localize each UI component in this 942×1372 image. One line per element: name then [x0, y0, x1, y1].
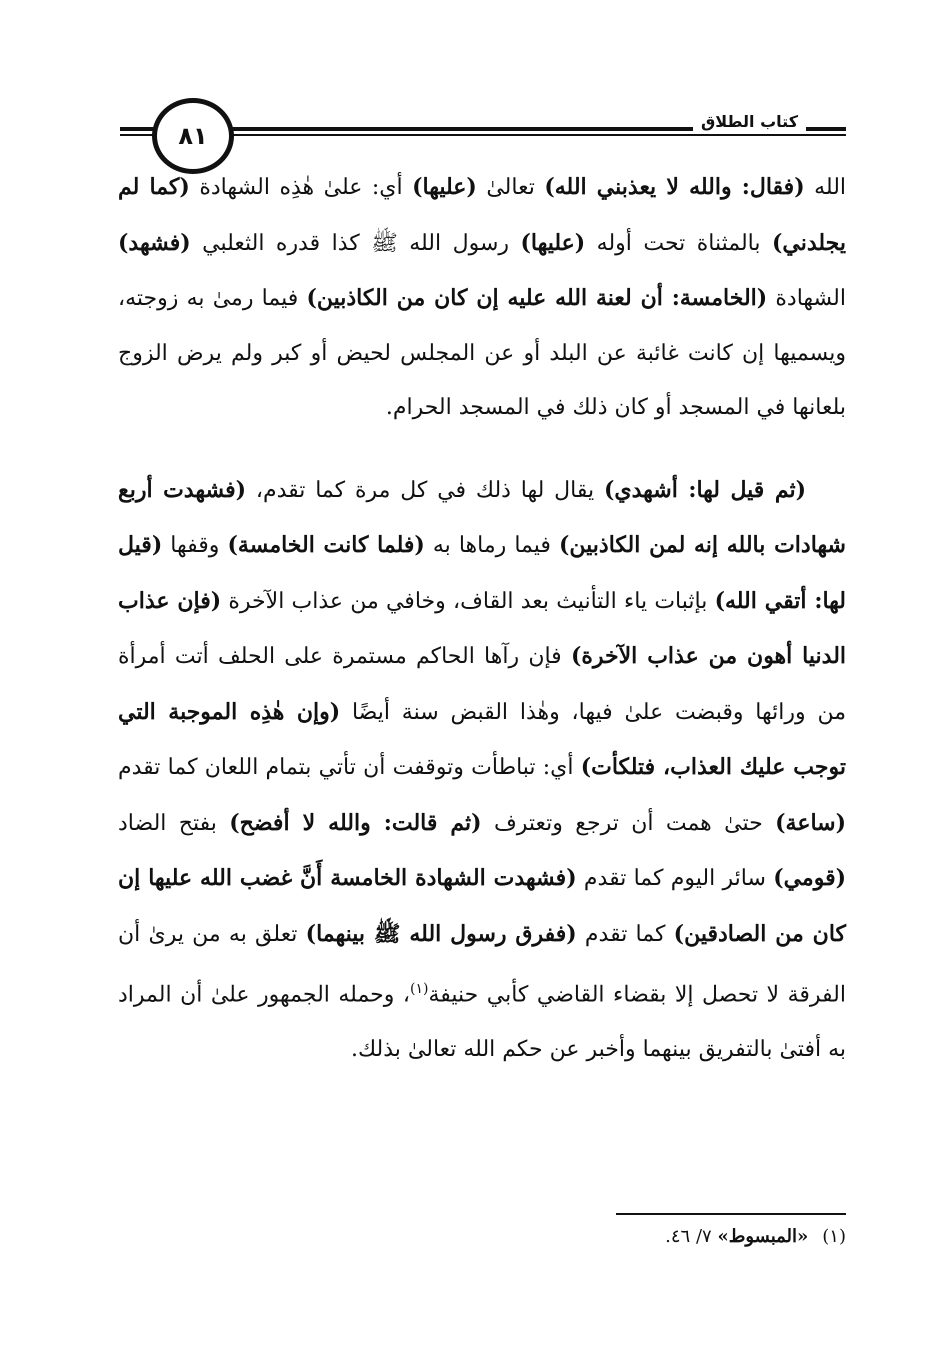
text-run-bold: (فلما كانت الخامسة)	[227, 532, 425, 558]
text-run-bold: (ثم قالت: والله لا أفضح)	[229, 809, 482, 836]
text-run-bold: (عليها)	[520, 229, 586, 256]
text-run-bold: (وإن هٰذِه الموجبة التي توجب عليك العذاب، فتلكأت)	[118, 698, 846, 780]
text-run: بالمثناة تحت أوله	[585, 230, 772, 256]
text-run: حتىٰ همت أن ترجع وتعترف	[481, 810, 776, 836]
main-text	[118, 160, 846, 1077]
text-run-bold: (قومي)	[773, 865, 847, 891]
text-run-bold: (عليها)	[412, 174, 477, 200]
text-run-bold: (ثم قيل لها: أشهدي)	[603, 476, 807, 503]
text-run: سائر اليوم كما تقدم	[576, 866, 774, 891]
text-run: بفتح الضاد	[118, 810, 230, 836]
text-run: فيما رمىٰ به زوجته، ويسميها إن كانت غائبة عن البلد أو عن المجلس لحيض أو كبر ولم يرض الزوج بلعانها في المسجد أو كان ذلك في المسجد الحرام.	[118, 286, 846, 420]
text-run-bold: (فشهدت الشهادة الخامسة أَنَّ غضب الله عليها إن كان من الصادقين)	[118, 865, 847, 947]
footnote	[665, 1226, 846, 1247]
text-run-bold: (كما لم يجلدني)	[118, 174, 846, 256]
text-run-bold: (فقال: والله لا يعذبني الله)	[544, 174, 805, 200]
footnote-separator	[616, 1213, 846, 1215]
text-run: تعلق به من يرىٰ أن الفرقة لا تحصل إلا بقضاء القاضي كأبي حنيفة	[118, 921, 846, 1008]
text-run-bold: (فشهدت أربع شهادات بالله إنه لمن الكاذبين)	[118, 476, 846, 558]
paragraph-1	[118, 160, 846, 436]
footnote-marker: (١)	[410, 981, 429, 997]
page-number-badge: ٨١	[152, 98, 234, 174]
text-run: رسول الله ﷺ كذا قدره الثعلبي	[190, 230, 521, 256]
text-run: كما تقدم	[576, 921, 674, 947]
text-run: أي: علىٰ هٰذِه الشهادة	[189, 175, 413, 200]
paragraph-2	[118, 463, 846, 1078]
text-run: فإن رآها الحاكم مستمرة على الحلف أتت أمرأة من ورائها وقبضت علىٰ فيها، وهٰذا القبض سنة أيضًا	[118, 644, 846, 725]
text-run-bold: (فإن عذاب الدنيا أهون من عذاب الآخرة)	[118, 587, 847, 669]
text-run: ، وحمله الجمهور علىٰ أن المراد به أفتىٰ بالتفريق بينهما وأخبر عن حكم الله تعالىٰ بذلك.	[118, 982, 846, 1062]
text-run: يقال لها ذلك في كل مرة كما تقدم،	[246, 477, 604, 503]
text-run-bold: (فشهد)	[118, 229, 191, 256]
text-run-bold: (ففرق رسول الله ﷺ بينهما)	[305, 920, 577, 947]
text-run-bold: (الخامسة: أن لعنة الله عليه إن كان من الكاذبين)	[306, 285, 768, 311]
text-run: وقفها	[162, 533, 228, 558]
text-run: تعالىٰ	[476, 175, 545, 200]
running-header-title: كتاب الطلاق	[693, 112, 806, 131]
text-run: أي: تباطأت وتوقفت أن تأتي بتمام اللعان كما تقدم	[118, 755, 581, 780]
header-rule-thin-right	[808, 134, 846, 136]
text-run: الله	[804, 175, 847, 200]
header-rule-thick-right	[808, 127, 846, 131]
footnote-book-title: «المبسوط»	[717, 1226, 809, 1247]
footnote-number: (١)	[822, 1226, 846, 1247]
text-run-bold: (قيل لها: أتقي الله)	[118, 532, 846, 614]
text-run-bold: (ساعة)	[775, 809, 846, 836]
text-run: فيما رماها به	[424, 533, 559, 558]
footnote-reference: ٧/ ٤٦.	[665, 1226, 718, 1247]
text-run: بإثبات ياء التأنيث بعد القاف، وخافي من عذاب الآخرة	[221, 588, 715, 614]
text-run: الشهادة	[767, 286, 846, 311]
